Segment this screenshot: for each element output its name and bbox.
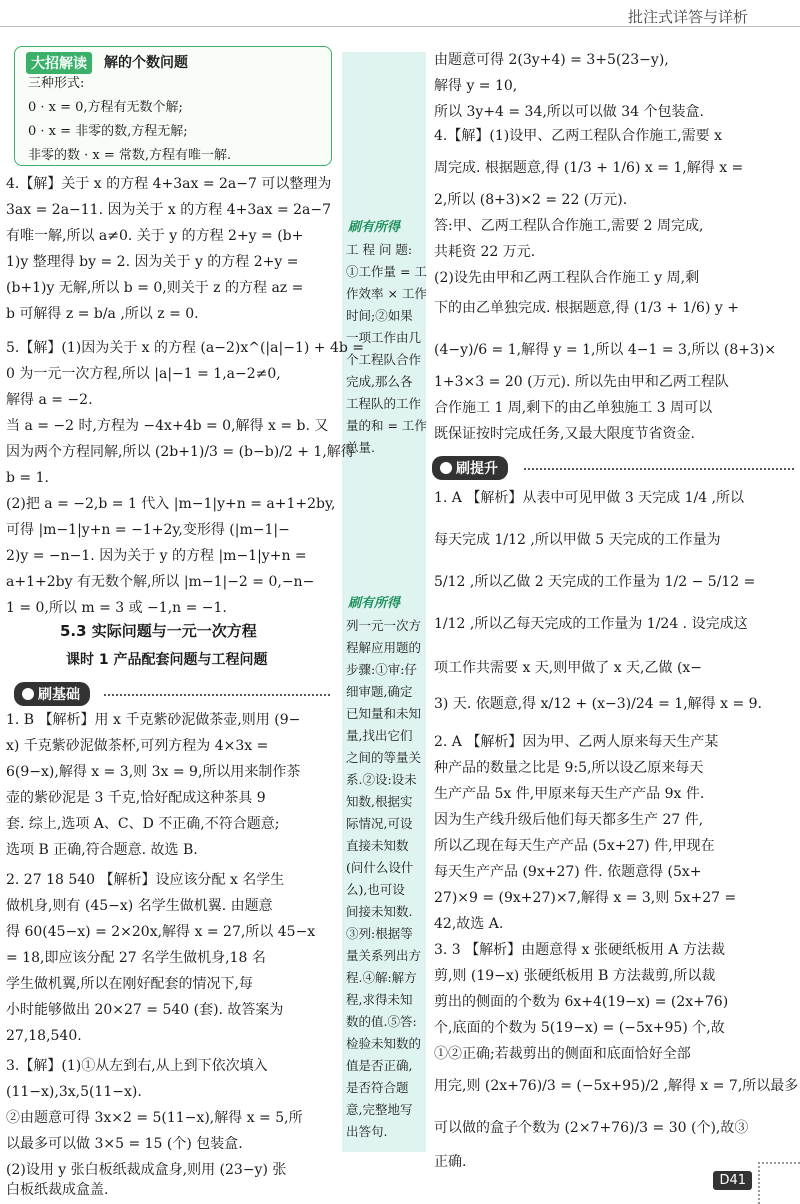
- answer-line: 每天生产产品 (9x+27) 件. 依题意得 (5x+: [434, 864, 702, 880]
- sidebar-line: ③列:根据等: [346, 926, 413, 941]
- sidebar-line: 意,完整地写: [346, 1102, 413, 1117]
- answer-line: 所以 3y+4 = 34,所以可以做 34 个包装盒.: [434, 104, 704, 120]
- sidebar-title: 刷有所得: [348, 596, 401, 611]
- answer-line: 27)×9 = (9x+27)×7,解得 x = 3,则 5x+27 =: [434, 890, 737, 906]
- answer-line: 1 = 0,所以 m = 3 或 −1,n = −1.: [6, 600, 227, 616]
- answer-line: 3) 天. 依题意,得 x/12 + (x−3)/24 = 1,解得 x = 9.: [434, 696, 762, 712]
- answer-line: 2. 27 18 540 【解析】设应该分配 x 名学生: [6, 872, 285, 888]
- tip-line: 0 · x = 0,方程有无数个解;: [28, 100, 183, 115]
- answer-line: 1)y 整理得 by = 2. 因为关于 y 的方程 2+y =: [6, 254, 299, 270]
- sidebar-line: 细审题,确定: [346, 684, 413, 699]
- answer-line: 剪,则 (19−x) 张硬纸板用 B 方法裁剪,所以裁: [434, 968, 716, 984]
- answer-line: 下的由乙单独完成. 根据题意,得 (1/3 + 1/6) y +: [434, 300, 739, 316]
- answer-line: 种产品的数量之比是 9:5,所以设乙原来每天: [434, 760, 704, 776]
- answer-line: 4.【解】关于 x 的方程 4+3ax = 2a−7 可以整理为: [6, 176, 332, 192]
- answer-line: 答:甲、乙两工程队合作施工,需要 2 周完成,: [434, 218, 704, 234]
- answer-line: 2)y = −n−1. 因为关于 y 的方程 |m−1|y+n =: [6, 548, 307, 564]
- answer-line: (11−x),3x,5(11−x).: [6, 1084, 142, 1100]
- sidebar-title: 刷有所得: [348, 220, 401, 235]
- sidebar-line: 知数,根据实: [346, 794, 413, 809]
- sidebar-line: 系.②设:设未: [346, 772, 417, 787]
- answer-line: 所以乙现在每天生产产品 (5x+27) 件,甲现在: [434, 838, 715, 854]
- answer-line: 选项 B 正确,符合题意. 故选 B.: [6, 842, 198, 858]
- tip-tag: 大招解读: [26, 52, 92, 74]
- page-corner-decoration: [758, 1162, 800, 1204]
- answer-line: 2,所以 (8+3)×2 = 22 (万元).: [434, 192, 628, 208]
- answer-line: 正确.: [434, 1154, 467, 1170]
- answer-line: 可以做的盒子个数为 (2×7+76)/3 = 30 (个),故③: [434, 1120, 749, 1136]
- answer-line: 生产产品 5x 件,甲原来每天生产产品 9x 件.: [434, 786, 705, 802]
- tip-line: 0 · x = 非零的数,方程无解;: [28, 124, 188, 139]
- sidebar-line: 程解应用题的: [346, 640, 422, 655]
- answer-line: 小时能够做出 20×27 = 540 (套). 故答案为: [6, 1002, 284, 1018]
- sidebar-line: 直接未知数: [346, 838, 409, 853]
- answer-line: 做机身,则有 (45−x) 名学生做机翼. 由题意: [6, 898, 273, 914]
- answer-line: 6(9−x),解得 x = 3,则 3x = 9,所以用来制作茶: [6, 764, 301, 780]
- answer-line: 当 a = −2 时,方程为 −4x+4b = 0,解得 x = b. 又: [6, 418, 329, 434]
- answer-line: 用完,则 (2x+76)/3 = (−5x+95)/2 ,解得 x = 7,所以最多: [434, 1078, 799, 1094]
- answer-line: (4−y)/6 = 1,解得 y = 1,所以 4−1 = 3,所以 (8+3)×: [434, 342, 777, 358]
- sidebar-line: 个工程队合作: [346, 352, 422, 367]
- answer-line: 解得 y = 10,: [434, 78, 518, 94]
- answer-line: 3.【解】(1)①从左到右,从上到下依次填入: [6, 1058, 268, 1074]
- sidebar-line: 列一元一次方: [346, 618, 422, 633]
- answer-line: 可得 |m−1|y+n = −1+2y,变形得 (|m−1|−: [6, 522, 290, 538]
- answer-line: 得 60(45−x) = 2×20x,解得 x = 27,所以 45−x: [6, 924, 316, 940]
- sidebar-line: (问什么设什: [346, 860, 414, 875]
- answer-line: (2)把 a = −2,b = 1 代入 |m−1|y+n = a+1+2by,: [6, 496, 336, 512]
- answer-line: 项工作共需要 x 天,则甲做了 x 天,乙做 (x−: [434, 660, 703, 676]
- brush-icon: [440, 462, 452, 474]
- page-number: D41: [713, 1171, 752, 1190]
- answer-line: (2)设先由甲和乙两工程队合作施工 y 周,剩: [434, 270, 700, 286]
- answer-line: 有唯一解,所以 a≠0. 关于 y 的方程 2+y = (b+: [6, 228, 304, 244]
- sidebar-line: 数的值.⑤答:: [346, 1014, 417, 1029]
- sidebar-line: 作效率 × 工作: [346, 286, 427, 301]
- answer-line: 因为生产线升级后他们每天都多生产 27 件,: [434, 812, 704, 828]
- answer-line: x) 千克紫砂泥做茶杯,可列方程为 4×3x =: [6, 738, 269, 754]
- sidebar-line: 程.④解:解方: [346, 970, 417, 985]
- sidebar-line: 出答句.: [346, 1124, 388, 1139]
- answer-line: 白板纸裁成盒盖.: [6, 1182, 109, 1198]
- section-title: 5.3 实际问题与一元一次方程: [60, 622, 257, 640]
- answer-line: 学生做机翼,所以在刚好配套的情况下,每: [6, 976, 253, 992]
- sidebar-line: 一项工作由几: [346, 330, 422, 345]
- sidebar-line: 量,找出它们: [346, 728, 413, 743]
- sidebar-line: 总量.: [346, 440, 375, 455]
- answer-line: 1. A 【解析】从表中可见甲做 3 天完成 1/4 ,所以: [434, 490, 745, 506]
- answer-line: (2)设用 y 张白板纸裁成盒身,则用 (23−y) 张: [6, 1162, 287, 1178]
- answer-line: ②由题意可得 3x×2 = 5(11−x),解得 x = 5,所: [6, 1110, 303, 1126]
- sidebar-line: 么),也可设: [346, 882, 405, 897]
- sidebar-line: 程,求得未知: [346, 992, 413, 1007]
- answer-line: 5.【解】(1)因为关于 x 的方程 (a−2)x^(|a|−1) + 4b =: [6, 340, 364, 356]
- sidebar-line: 时间;②如果: [346, 308, 413, 323]
- sidebar-line: 完成,那么各: [346, 374, 413, 389]
- answer-line: 解得 a = −2.: [6, 392, 93, 408]
- answer-line: 42,故选 A.: [434, 916, 504, 932]
- answer-line: ①②正确;若裁剪出的侧面和底面恰好全部: [434, 1046, 691, 1062]
- sidebar-line: 检验未知数的: [346, 1036, 422, 1051]
- answer-line: b = 1.: [6, 470, 49, 486]
- badge-basic: [14, 682, 90, 706]
- answer-line: 共耗资 22 万元.: [434, 244, 536, 260]
- lesson-title: 课时 1 产品配套问题与工程问题: [66, 652, 268, 668]
- answer-line: 0 为一元一次方程,所以 |a|−1 = 1,a−2≠0,: [6, 366, 281, 382]
- answer-line: 因为两个方程同解,所以 (2b+1)/3 = (b−b)/2 + 1,解得: [6, 444, 355, 460]
- answer-line: 5/12 ,所以乙做 2 天完成的工作量为 1/2 − 5/12 =: [434, 574, 756, 590]
- sidebar-line: 之间的等量关: [346, 750, 422, 765]
- badge-label: 刷提升: [456, 461, 498, 477]
- answer-line: 合作施工 1 周,剩下的由乙单独施工 3 周可以: [434, 400, 713, 416]
- sidebar-line: ①工作量 = 工: [346, 264, 427, 279]
- sidebar-line: 值是否正确,: [346, 1058, 413, 1073]
- answer-line: 1+3×3 = 20 (万元). 所以先由甲和乙两工程队: [434, 374, 729, 390]
- answer-line: 壶的紫砂泥是 3 千克,恰好配成这种茶具 9: [6, 790, 266, 806]
- answer-line: b 可解得 z = b/a ,所以 z = 0.: [6, 306, 199, 322]
- sidebar-line: 步骤:①审:仔: [346, 662, 417, 677]
- tip-line: 非零的数 · x = 常数,方程有唯一解.: [28, 148, 232, 163]
- sidebar-line: 际情况,可设: [346, 816, 413, 831]
- answer-line: 既保证按时完成任务,又最大限度节省资金.: [434, 426, 695, 442]
- answer-line: (b+1)y 无解,所以 b = 0,则关于 z 的方程 az =: [6, 280, 304, 296]
- sidebar-line: 是否符合题: [346, 1080, 409, 1095]
- badge-advanced: [432, 456, 508, 480]
- dotted-divider: [104, 694, 330, 696]
- sidebar-line: 量的和 = 工作: [346, 418, 427, 433]
- header-divider: [0, 26, 800, 27]
- answer-line: 1. B 【解析】用 x 千克紫砂泥做茶壶,则用 (9−: [6, 712, 301, 728]
- answer-line: 剪出的侧面的个数为 6x+4(19−x) = (2x+76): [434, 994, 729, 1010]
- header-title: 批注式详答与详析: [627, 8, 748, 26]
- answer-line: 27,18,540.: [6, 1028, 82, 1044]
- sidebar-line: 间接未知数.: [346, 904, 413, 919]
- answer-line: a+1+2by 有无数个解,所以 |m−1|−2 = 0,−n−: [6, 574, 315, 590]
- answer-line: 个,底面的个数为 5(19−x) = (−5x+95) 个,故: [434, 1020, 725, 1036]
- answer-line: 1/12 ,所以乙每天完成的工作量为 1/24 . 设完成这: [434, 616, 748, 632]
- sidebar-line: 工 程 问 题:: [346, 242, 413, 257]
- answer-line: 由题意可得 2(3y+4) = 3+5(23−y),: [434, 52, 669, 68]
- tip-line: 三种形式:: [28, 76, 85, 91]
- sidebar-line: 工程队的工作: [346, 396, 422, 411]
- answer-line: 3ax = 2a−11. 因为关于 x 的方程 4+3ax = 2a−7: [6, 202, 332, 218]
- answer-line: 以最多可以做 3×5 = 15 (个) 包装盒.: [6, 1136, 243, 1152]
- brush-icon: [22, 688, 34, 700]
- answer-line: 套. 综上,选项 A、C、D 不正确,不符合题意;: [6, 816, 280, 832]
- answer-line: 周完成. 根据题意,得 (1/3 + 1/6) x = 1,解得 x =: [434, 160, 744, 176]
- answer-line: = 18,即应该分配 27 名学生做机身,18 名: [6, 950, 266, 966]
- sidebar-line: 已知量和未知: [346, 706, 422, 721]
- answer-line: 每天完成 1/12 ,所以甲做 5 天完成的工作量为: [434, 532, 721, 548]
- badge-label: 刷基础: [38, 687, 80, 703]
- answer-line: 2. A 【解析】因为甲、乙两人原来每天生产某: [434, 734, 719, 750]
- tip-heading: 解的个数问题: [104, 55, 188, 71]
- sidebar-line: 量关系列出方: [346, 948, 422, 963]
- dotted-divider: [524, 468, 794, 470]
- answer-line: 4.【解】(1)设甲、乙两工程队合作施工,需要 x: [434, 128, 722, 144]
- answer-line: 3. 3 【解析】由题意得 x 张硬纸板用 A 方法裁: [434, 942, 725, 958]
